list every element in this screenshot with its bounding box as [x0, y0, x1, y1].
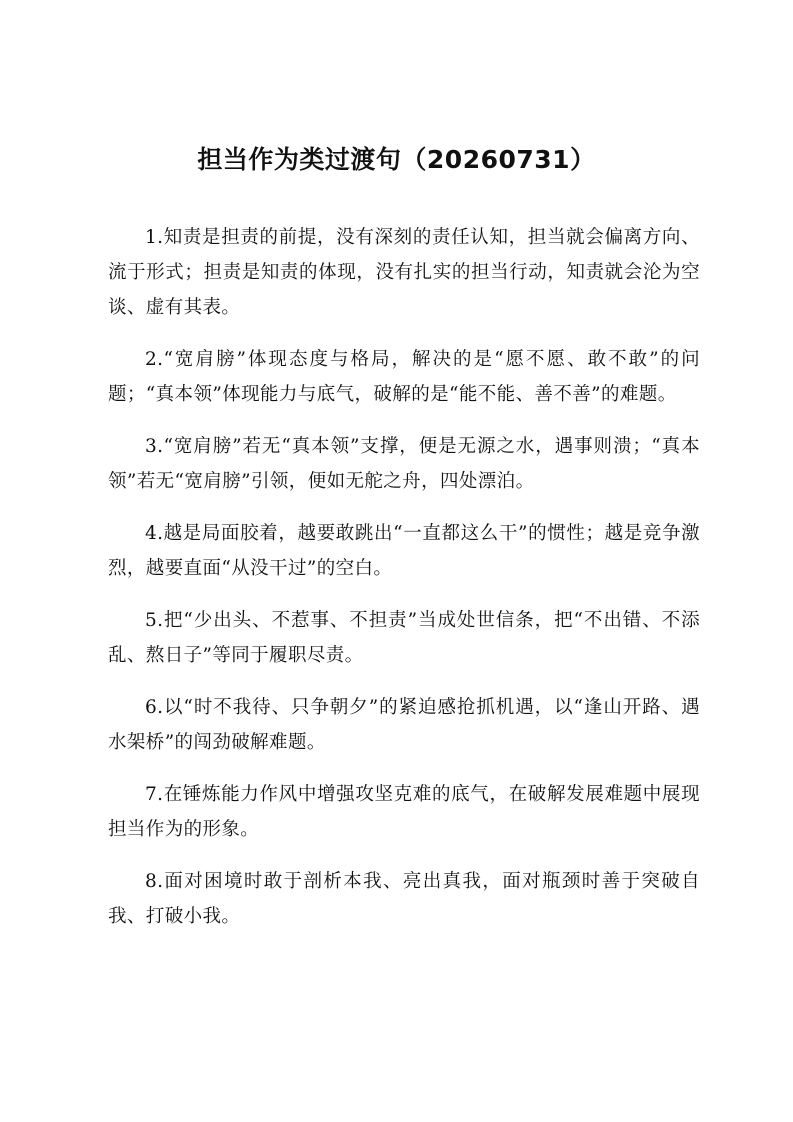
paragraph-8: 8.面对困境时敢于剖析本我、亮出真我，面对瓶颈时善于突破自我、打破小我。 [108, 871, 700, 927]
paragraph-6: 6.以“时不我待、只争朝夕”的紧迫感抢抓机遇，以“逢山开路、遇水架桥”的闯劲破解难题。 [108, 697, 700, 753]
paragraph-4: 4.越是局面胶着，越要敢跳出“一直都这么干”的惯性；越是竞争激烈，越要直面“从没干过”的空白。 [108, 523, 700, 579]
paragraph-7: 7.在锤炼能力作风中增强攻坚克难的底气，在破解发展难题中展现担当作为的形象。 [108, 784, 700, 840]
document-title: 担当作为类过渡句（20260731） [197, 145, 596, 174]
paragraph-5: 5.把“少出头、不惹事、不担责”当成处世信条，把“不出错、不添乱、熬日子”等同于履职尽责。 [108, 610, 700, 666]
paragraph-1: 1.知责是担责的前提，没有深刻的责任认知，担当就会偏离方向、流于形式；担责是知责的体现，没有扎实的担当行动，知责就会沦为空谈、虚有其表。 [108, 227, 700, 318]
paragraph-2: 2.“宽肩膀”体现态度与格局，解决的是“愿不愿、敢不敢”的问题；“真本领”体现能力与底气，破解的是“能不能、善不善”的难题。 [108, 349, 700, 405]
document-body [108, 220, 700, 951]
paragraph-3: 3.“宽肩膀”若无“真本领”支撑，便是无源之水，遇事则溃；“真本领”若无“宽肩膀”引领，便如无舵之舟，四处漂泊。 [108, 436, 700, 492]
